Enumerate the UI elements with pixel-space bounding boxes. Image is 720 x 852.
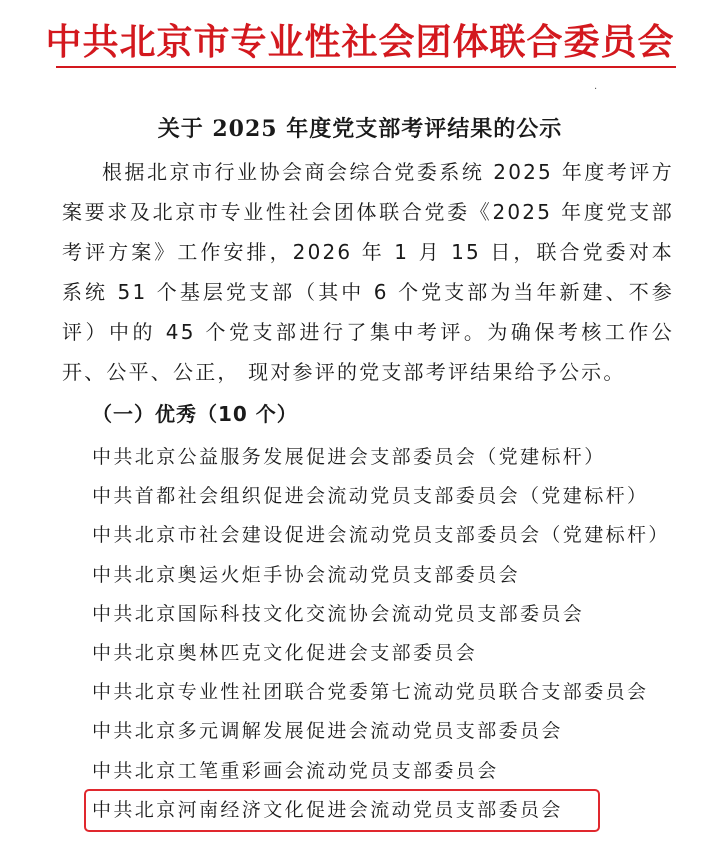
organization-item-highlighted: 中共北京河南经济文化促进会流动党员支部委员会	[86, 791, 598, 830]
organization-item: 中共首都社会组织促进会流动党员支部委员会（党建标杆）	[92, 485, 649, 508]
document-header	[0, 14, 720, 65]
notice-title: 关于 2025 年度党支部考评结果的公示	[157, 116, 563, 142]
org-header-title: 中共北京市专业性社会团体联合委员会	[45, 22, 675, 63]
section-heading-excellent: （一）优秀（10 个）	[92, 402, 298, 426]
scan-mark: ·	[594, 84, 598, 95]
organization-item: 中共北京国际科技文化交流协会流动党员支部委员会	[92, 602, 585, 625]
organization-item: 中共北京专业性社团联合党委第七流动党员联合支部委员会	[92, 681, 649, 704]
organization-item: 中共北京工笔重彩画会流动党员支部委员会	[92, 759, 499, 782]
organization-item: 中共北京公益服务发展促进会支部委员会（党建标杆）	[92, 446, 606, 468]
header-divider	[56, 66, 676, 68]
organization-item: 中共北京多元调解发展促进会流动党员支部委员会	[92, 720, 563, 743]
organization-item: 中共北京奥林匹克文化促进会支部委员会	[92, 641, 478, 664]
organization-item: 中共北京奥运火炬手协会流动党员支部委员会	[92, 563, 521, 586]
notice-body-paragraph: 根据北京市行业协会商会综合党委系统 2025 年度考评方案要求及北京市专业性社会团体联合党委《2025 年度党支部考评方案》工作安排，2026 年 1 月 15 日，联合党委对本系统 51 个基层党支部（其中 6 个党支部为当年新建、不参评）中的 45 个党支部进行了集中考评。为确保考核工作公开、公平、公正， 现对参评的党支部考评结果给予公示。	[62, 160, 674, 384]
organization-item: 中共北京市社会建设促进会流动党员支部委员会（党建标杆）	[92, 524, 670, 547]
organization-list	[86, 438, 686, 830]
